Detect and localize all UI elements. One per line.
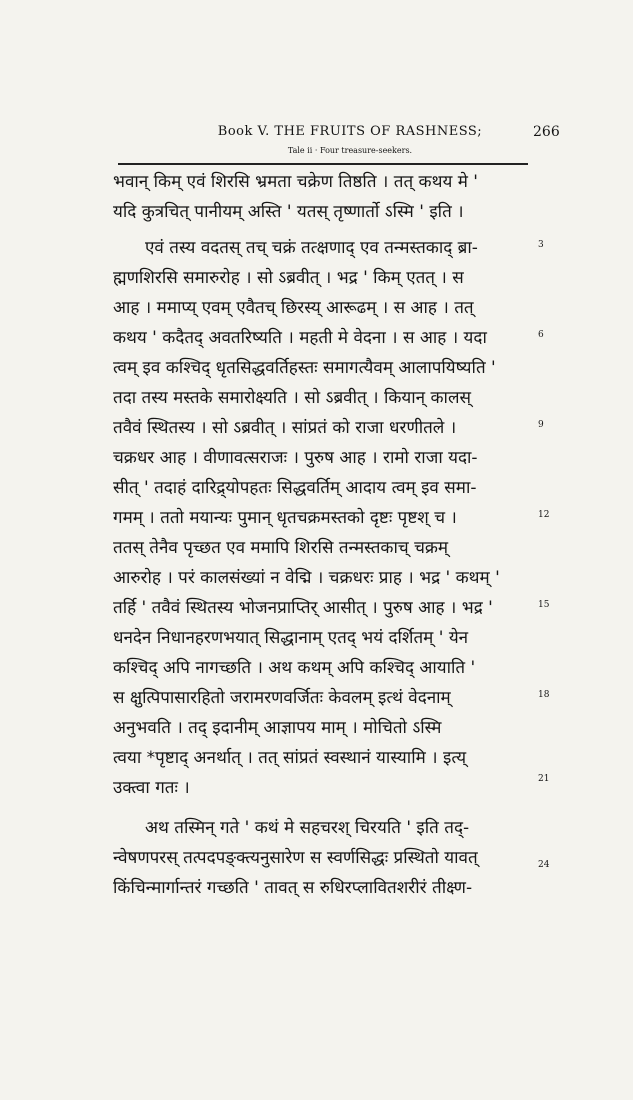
header-rule bbox=[118, 163, 528, 165]
text-line: एवं तस्य वदतस् तच् चक्रं तत्क्षणाद् एव तन्मस्तकाद् ब्रा- bbox=[145, 238, 478, 258]
text-line: चक्रधर आह । वीणावत्सराजः । पुरुष आह । रामो राजा यदा- bbox=[113, 448, 478, 468]
page-number: 266 bbox=[533, 124, 560, 140]
line-number: 9 bbox=[538, 420, 544, 430]
line-number: 6 bbox=[538, 330, 544, 340]
text-line: त्वया *पृष्टाद् अनर्थात् । तत् सांप्रतं स्वस्थानं यास्यामि । इत्य् bbox=[113, 748, 467, 768]
text-line: गमम् । ततो मयान्यः पुमान् धृतचक्रमस्तको दृष्टः पृष्टश् च । bbox=[113, 508, 457, 528]
line-number: 15 bbox=[538, 600, 550, 610]
text-line: उक्त्वा गतः । bbox=[113, 778, 190, 798]
text-line: कश्चिद् अपि नागच्छति । अथ कथम् अपि कश्चिद् आयाति ' bbox=[113, 658, 476, 678]
line-number: 21 bbox=[538, 774, 550, 784]
running-head: Book V. THE FRUITS OF RASHNESS; bbox=[217, 124, 483, 139]
text-line: ततस् तेनैव पृच्छत एव ममापि शिरसि तन्मस्तकाच् चक्रम् bbox=[113, 538, 449, 558]
text-line: तर्हि ' तवैवं स्थितस्य भोजनप्राप्तिर् आसीत् । पुरुष आह । भद्र ' bbox=[113, 598, 493, 618]
text-line: भवान् किम् एवं शिरसि भ्रमता चक्रेण तिष्ठति । तत् कथय मे ' bbox=[113, 172, 478, 192]
line-number: 3 bbox=[538, 240, 544, 250]
text-line: यदि कुत्रचित् पानीयम् अस्ति ' यतस् तृष्णार्तो ऽस्मि ' इति । bbox=[113, 202, 464, 222]
text-line: स क्षुत्पिपासारहितो जरामरणवर्जितः केवलम् इत्थं वेदनाम् bbox=[113, 688, 451, 708]
line-number: 12 bbox=[538, 510, 550, 520]
line-number: 18 bbox=[538, 690, 550, 700]
text-line: किंचिन्मार्गान्तरं गच्छति ' तावत् स रुधिरप्लावितशरीरं तीक्ष्ण- bbox=[113, 878, 473, 898]
text-line: अथ तस्मिन् गते ' कथं मे सहचरश् चिरयति ' इति तद्- bbox=[145, 818, 470, 838]
text-line: त्वम् इव कश्चिद् धृतसिद्धवर्तिहस्तः समागत्यैवम् आलापयिष्यति ' bbox=[113, 358, 496, 378]
text-line: तदा तस्य मस्तके समारोक्ष्यति । सो ऽब्रवीत् । कियान् कालस् bbox=[113, 388, 471, 408]
text-line: धनदेन निधानहरणभयात् सिद्धानाम् एतद् भयं दर्शितम् ' येन bbox=[113, 628, 469, 648]
text-line: अनुभवति । तद् इदानीम् आज्ञापय माम् । मोचितो ऽस्मि bbox=[113, 718, 442, 738]
text-line: आरुरोह । परं कालसंख्यां न वेद्मि । चक्रधरः प्राह । भद्र ' कथम् ' bbox=[113, 568, 500, 588]
text-line: ह्मणशिरसि समारुरोह । सो ऽब्रवीत् । भद्र ' किम् एतत् । स bbox=[113, 268, 464, 288]
text-line: सीत् ' तदाहं दारिद्र्योपहतः सिद्धवर्तिम् आदाय त्वम् इव समा- bbox=[113, 478, 477, 498]
text-line: आह । ममाप्य् एवम् एवैतच् छिरस्य् आरूढम् । स आह । तत् bbox=[113, 298, 474, 318]
text-line: न्वेषणपरस् तत्पदपङ्क्त्यनुसारेण स स्वर्णसिद्धः प्रस्थितो यावत् bbox=[113, 848, 478, 868]
line-number: 24 bbox=[538, 860, 550, 870]
text-line: तवैवं स्थितस्य । सो ऽब्रवीत् । सांप्रतं को राजा धरणीतले । bbox=[113, 418, 457, 438]
text-line: कथय ' कदैतद् अवतरिष्यति । महती मे वेदना । स आह । यदा bbox=[113, 328, 487, 348]
running-subhead: Tale ii · Four treasure-seekers. bbox=[287, 146, 413, 155]
